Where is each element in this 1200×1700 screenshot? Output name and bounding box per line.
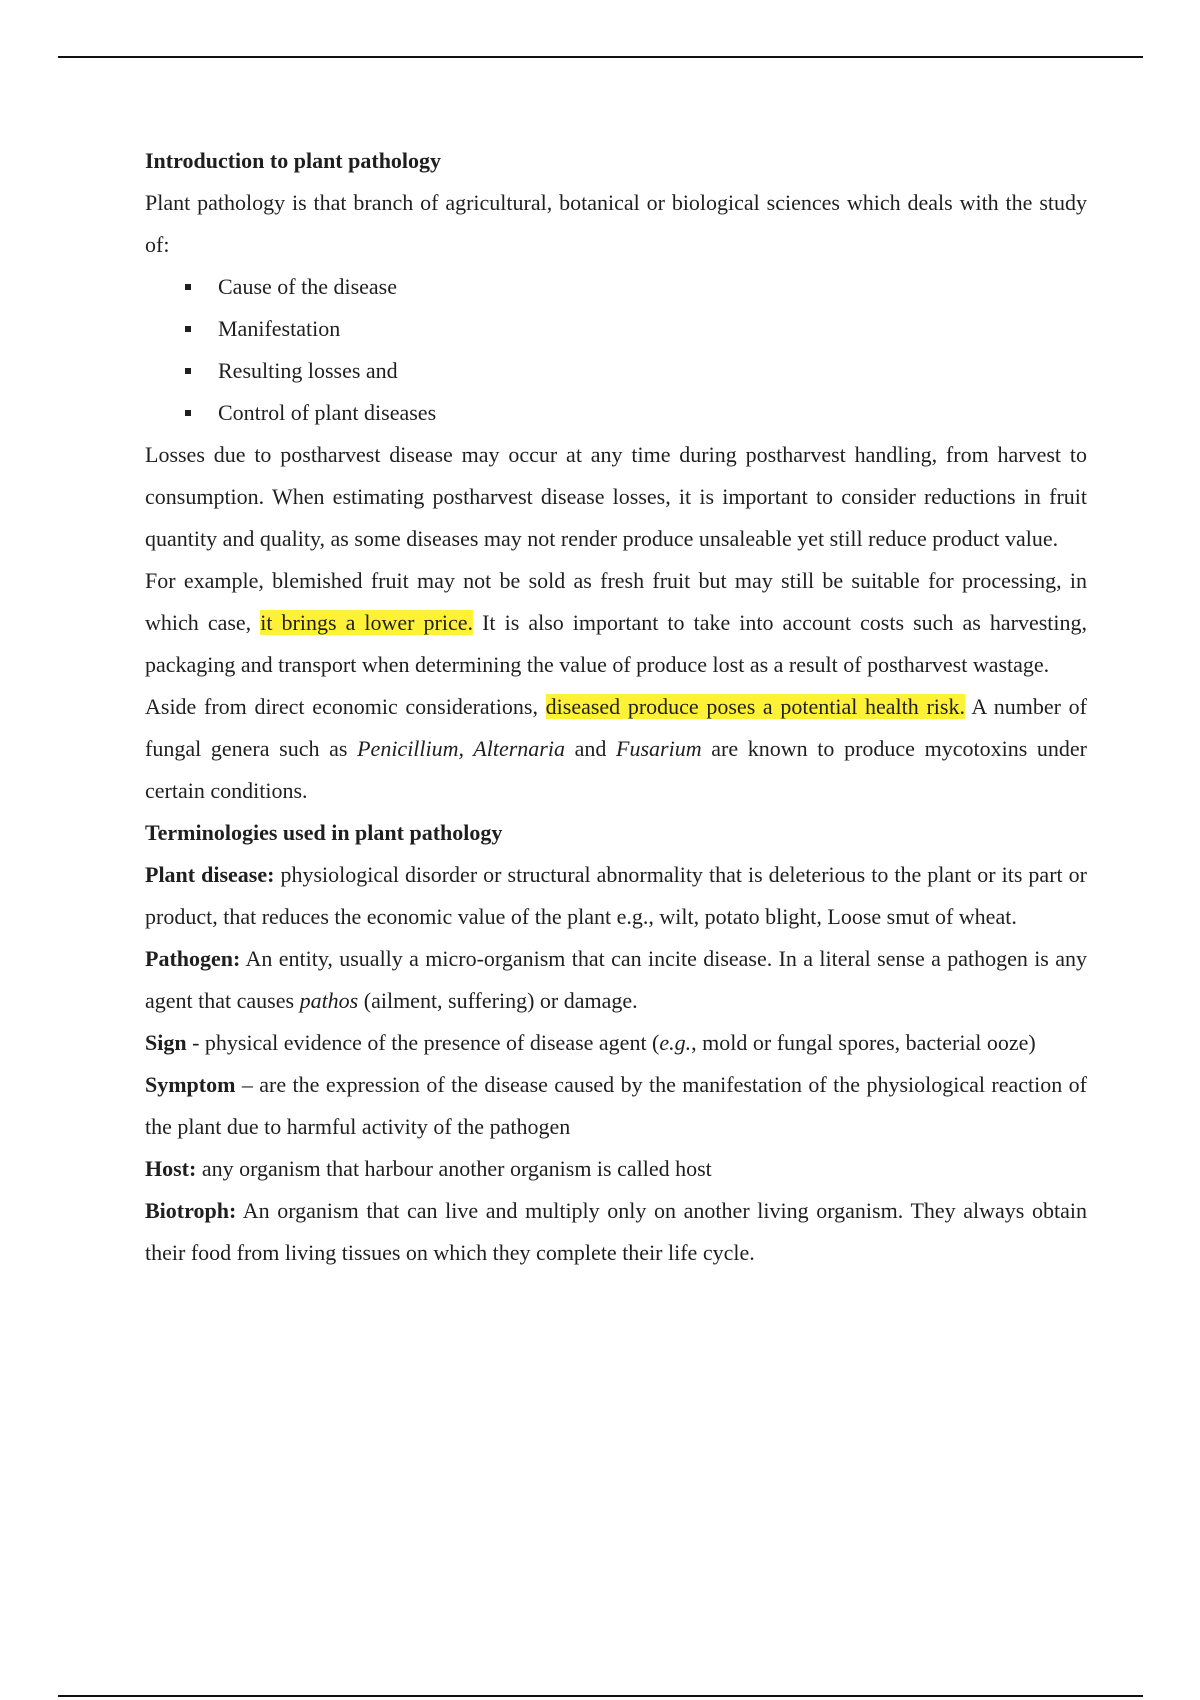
section-heading-terminology: Terminologies used in plant pathology [145, 820, 503, 845]
term-label: Biotroph: [145, 1198, 237, 1223]
health-text-start: Aside from direct economic considerations, [145, 694, 546, 719]
example-paragraph [145, 560, 1087, 686]
header-rule [58, 56, 1143, 58]
term-label: Symptom [145, 1072, 236, 1097]
definition-biotroph [145, 1190, 1087, 1274]
definition-symptom [145, 1064, 1087, 1148]
genus-fusarium: Fusarium [616, 736, 702, 761]
term-text: - physical evidence of the presence of disease agent ( [186, 1030, 660, 1055]
term-text: (ailment, suffering) or damage. [358, 988, 638, 1013]
term-text: physiological disorder or structural abnormality that is deleterious to the plant or its part or product, that reduces the economic value of the plant e.g., wilt, potato blight, Loose smut of wheat. [145, 862, 1087, 929]
term-italic: pathos [299, 988, 359, 1013]
definition-sign [145, 1022, 1087, 1064]
term-label: Sign [145, 1030, 187, 1055]
document-body [145, 140, 1087, 1274]
term-text: – are the expression of the disease caused by the manifestation of the physiological reaction of the plant due to harmful activity of the pathogen [145, 1072, 1087, 1139]
term-text: An organism that can live and multiply only on another living organism. They always obtain their food from living tissues on which they complete their life cycle. [145, 1198, 1087, 1265]
term-text: , mold or fungal spores, bacterial ooze) [691, 1030, 1036, 1055]
list-item: Control of plant diseases [145, 392, 1087, 434]
term-label: Plant disease: [145, 862, 275, 887]
losses-paragraph: Losses due to postharvest disease may occur at any time during postharvest handling, from harvest to consumption. When estimating postharvest disease losses, it is important to consider reductions in fruit quantity and quality, as some diseases may not render produce unsaleable yet still reduce product value. [145, 442, 1087, 551]
highlight-health-risk: diseased produce poses a potential health risk. [545, 694, 965, 719]
health-text-and: and [564, 736, 617, 761]
term-text: An entity, usually a micro-organism that can incite disease. In a literal sense a pathogen is any agent that causes [145, 946, 1087, 1013]
example-text-start: For example, blemished fruit may not be sold as fresh fruit but may still be suitable for processing, in which case, [145, 568, 1087, 635]
term-label: Pathogen: [145, 946, 241, 971]
example-text-end: It is also important to take into account costs such as harvesting, packaging and transport when determining the value of produce lost as a result of postharvest wastage. [145, 610, 1087, 677]
term-text: any organism that harbour another organism is called host [196, 1156, 712, 1181]
genus-names: Penicillium, Alternaria [357, 736, 565, 761]
health-text-mid: A number of fungal genera such as [145, 694, 1087, 761]
study-topics-list [145, 266, 1087, 434]
term-italic: e.g. [659, 1030, 692, 1055]
definition-paragraph: Plant pathology is that branch of agricultural, botanical or biological sciences which deals with the study of: [145, 190, 1087, 257]
term-label: Host: [145, 1156, 197, 1181]
definition-host [145, 1148, 1087, 1190]
health-risk-paragraph [145, 686, 1087, 812]
list-item: Cause of the disease [145, 266, 1087, 308]
list-item: Resulting losses and [145, 350, 1087, 392]
health-text-end: are known to produce mycotoxins under certain conditions. [145, 736, 1087, 803]
definition-plant-disease [145, 854, 1087, 938]
list-item: Manifestation [145, 308, 1087, 350]
definition-pathogen [145, 938, 1087, 1022]
footer-rule [58, 1695, 1143, 1697]
highlight-lower-price: it brings a lower price. [260, 610, 474, 635]
section-heading-introduction: Introduction to plant pathology [145, 148, 442, 173]
